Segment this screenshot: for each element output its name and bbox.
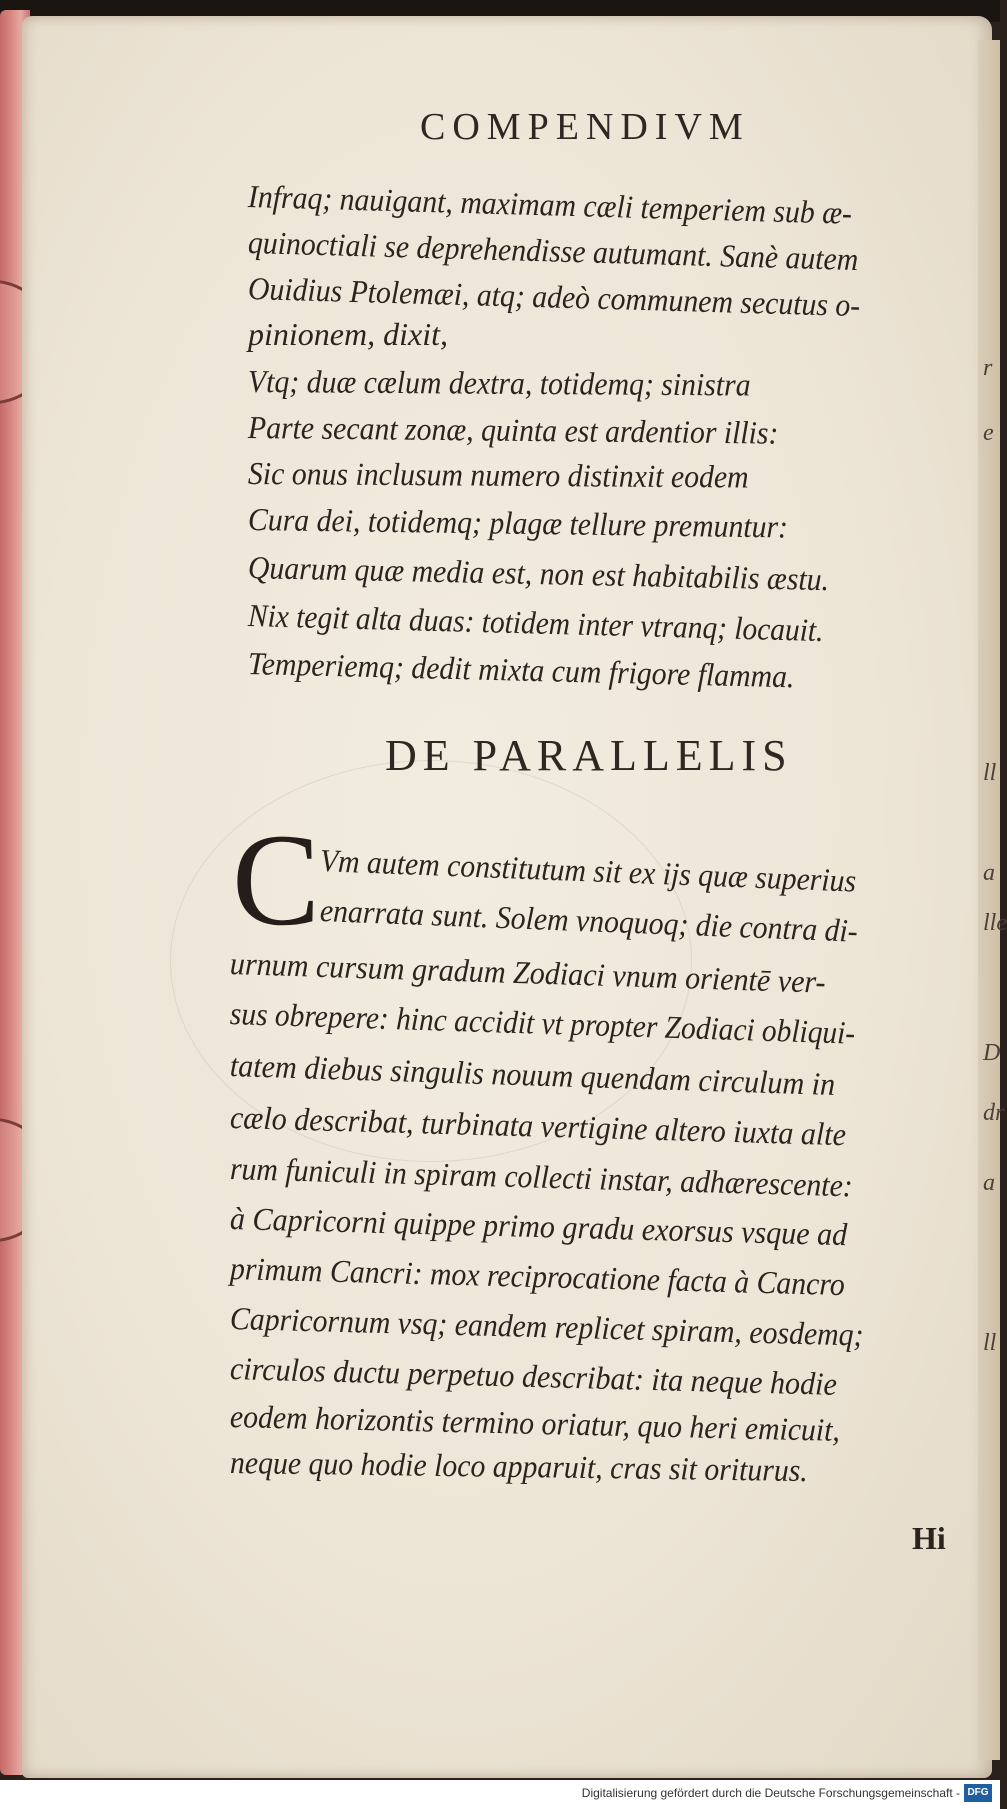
drop-cap: C [232,806,321,953]
verse-line: Quarum quæ media est, non est habitabilis æstu. [247,549,830,598]
text-line: rum funiculi in spiram collecti instar, adhærescente: [229,1150,854,1204]
text-line: Ouidius Ptolemæi, atq; adeò communem secutus o- [247,270,861,324]
text-line: Capricornum vsq; eandem replicet spiram, eosdemq; [229,1300,864,1353]
facing-page-fragment: lle [983,910,1007,936]
text-line: tatem diebus singulis nouum quendam circulum in [229,1047,836,1103]
facing-page-fragment: D [983,1040,1001,1066]
facing-page-fragment: r [983,355,993,381]
facing-page-fragment: dr [983,1100,1005,1126]
text-line: quinoctiali se deprehendisse autumant. Sanè autem [247,224,859,278]
text-line: enarrata sunt. Solem vnoquoq; die contra di- [319,892,859,949]
catchword: Hi [912,1520,946,1556]
verse-line: Vtq; duæ cælum dextra, totidemq; sinistra [247,363,751,403]
facing-page-fragment: ll [983,760,997,786]
text-line: Infraq; nauigant, maximam cæli temperiem sub æ- [247,178,853,231]
text-line: pinionem, dixit, [248,316,448,352]
verse-line: Temperiemq; dedit mixta cum frigore flamma. [247,645,795,695]
facing-page-fragment: ll [983,1330,997,1356]
facing-page-fragment: a [983,1170,995,1196]
verse-line: Parte secant zonæ, quinta est ardentior illis: [247,409,779,451]
text-line: eodem horizontis termino oriatur, quo heri emicuit, [229,1398,841,1448]
text-line: à Capricorni quippe primo gradu exorsus vsque ad [229,1200,848,1253]
verse-line: Cura dei, totidemq; plagæ tellure premuntur: [247,501,789,545]
facing-page-strip [978,40,1007,1760]
funding-credit: Digitalisierung gefördert durch die Deutsche Forschungsgemeinschaft - [581,1786,960,1800]
facing-page-fragment: a [983,860,995,886]
text-line: neque quo hodie loco apparuit, cras sit oriturus. [229,1444,809,1489]
digitization-footer [0,1780,1000,1809]
dfg-logo: DFG [964,1784,992,1802]
section-heading: DE PARALLELIS [385,731,793,780]
text-line: cælo describat, turbinata vertigine altero iuxta alte [229,1099,847,1153]
facing-page-fragment: e [983,420,994,446]
verse-line: Sic onus inclusum numero distinxit eodem [247,455,749,495]
verse-line: Nix tegit alta duas: totidem inter vtranq; locauit. [247,597,824,649]
text-line: sus obrepere: hinc accidit vt propter Zodiaci obliqui- [229,995,856,1051]
text-line: urnum cursum gradum Zodiaci vnum orientē ver- [229,945,827,1000]
text-line: primum Cancri: mox reciprocatione facta à Cancro [229,1250,846,1303]
text-line: Vm autem constitutum sit ex ijs quæ superius [319,842,857,899]
running-head: COMPENDIVM [420,106,750,148]
text-line: circulos ductu perpetuo describat: ita neque hodie [229,1350,838,1402]
